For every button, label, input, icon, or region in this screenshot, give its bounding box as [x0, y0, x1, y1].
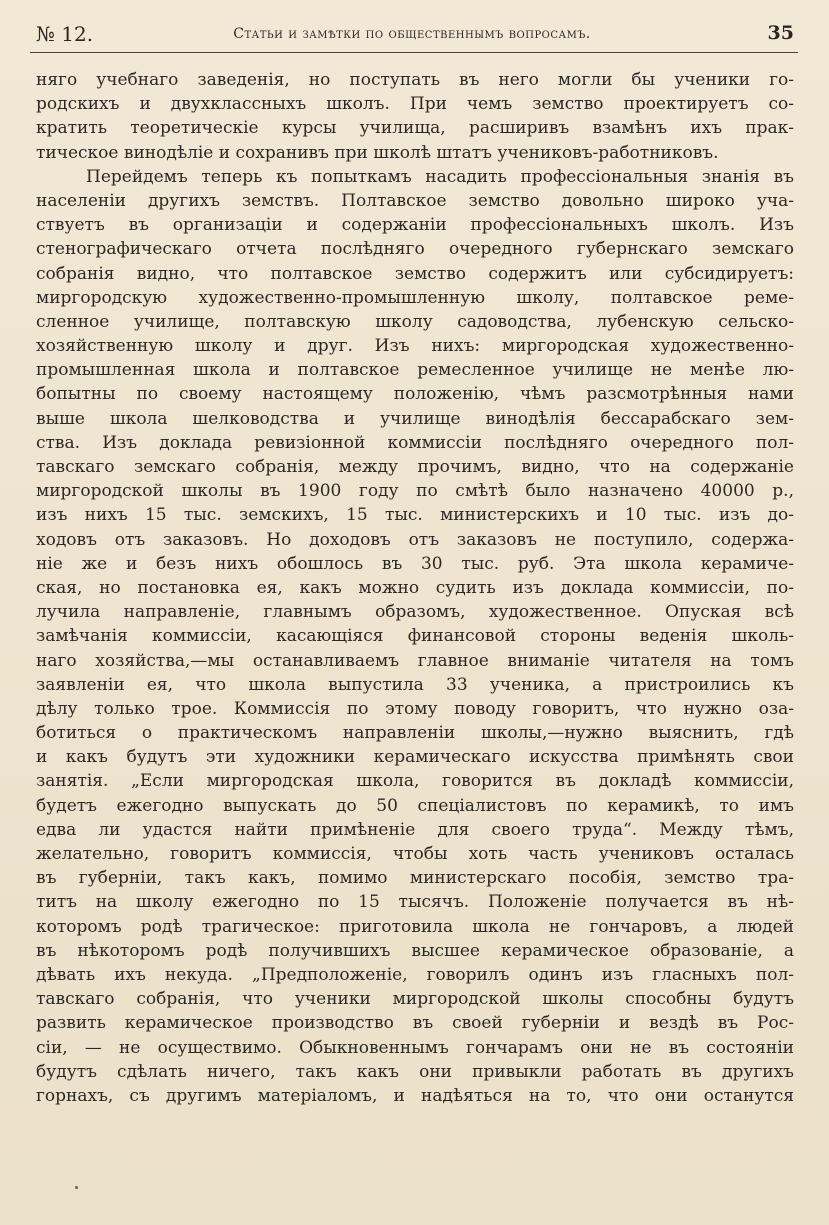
text-line: желательно, говоритъ коммиссія, чтобы хоть часть учениковъ осталась: [36, 844, 794, 864]
text-line: сіи, — не осуществимо. Обыкновеннымъ гончарамъ они не въ состояніи: [36, 1037, 794, 1058]
body-text: [36, 68, 794, 1108]
header-rule: [30, 52, 798, 53]
section-title: Статьи и замѣтки по общественнымъ вопросамъ.: [233, 26, 591, 42]
text-line: Перейдемъ теперь къ попыткамъ насадить профессіональныя знанія въ: [86, 166, 794, 187]
issue-number: № 12.: [36, 22, 94, 46]
text-line: въ губерніи, такъ какъ, помимо министерскаго пособія, земство тра-: [36, 868, 794, 889]
text-line: едва ли удастся найти примѣненіе для своего труда“. Между тѣмъ,: [36, 819, 794, 840]
text-line: родскихъ и двухклассныхъ школъ. При чемъ земство проектируетъ со-: [36, 94, 794, 115]
text-line: ніе же и безъ нихъ обошлось въ 30 тыс. руб. Эта школа керамиче-: [36, 553, 794, 574]
text-line: и какъ будутъ эти художники керамическаго искусства примѣнять свои: [36, 747, 794, 768]
text-line: заявленіи ея, что школа выпустила 33 ученика, а пристроились къ: [36, 674, 794, 695]
text-line: кратить теоретическіе курсы училища, расширивъ взамѣнъ ихъ прак-: [36, 118, 794, 139]
text-line: ская, но постановка ея, какъ можно судить изъ доклада коммиссіи, по-: [36, 577, 794, 598]
text-line: занятія. „Если миргородская школа, говорится въ докладѣ коммиссіи,: [36, 771, 794, 792]
text-line: ства. Изъ доклада ревизіонной коммиссіи послѣдняго очередного пол-: [36, 432, 794, 453]
text-line: будетъ ежегодно выпускать до 50 спеціалистовъ по керамикѣ, то имъ: [36, 795, 794, 816]
text-line: миргородскую художественно-промышленную школу, полтавское реме-: [36, 287, 794, 308]
text-line: тавскаго собранія, что ученики миргородской школы способны будутъ: [36, 989, 794, 1010]
text-line: развить керамическое производство въ своей губерніи и вездѣ въ Рос-: [36, 1013, 794, 1034]
text-line: горнахъ, съ другимъ матеріаломъ, и надѣяться на то, что они останутся: [36, 1085, 794, 1106]
text-line: ботиться о практическомъ направленіи школы,—нужно выяснить, гдѣ: [36, 723, 794, 744]
text-line: стенографическаго отчета послѣдняго очередного губернскаго земскаго: [36, 239, 794, 260]
text-line: тическое винодѣліе и сохранивъ при школѣ штатъ учениковъ-работниковъ.: [36, 142, 719, 163]
ink-speck: [75, 1186, 78, 1189]
text-line: сленное училище, полтавскую школу садоводства, лубенскую сельско-: [36, 311, 794, 332]
text-line: лучила направленіе, главнымъ образомъ, художественное. Опуская всѣ: [36, 602, 794, 623]
text-line: титъ на школу ежегодно по 15 тысячъ. Положеніе получается въ нѣ-: [36, 892, 794, 913]
text-line: которомъ родѣ трагическое: приготовила школа не гончаровъ, а людей: [36, 916, 794, 937]
page-number: 35: [767, 22, 794, 44]
text-line: ствуетъ въ организаціи и содержаніи профессіональныхъ школъ. Изъ: [36, 215, 794, 236]
running-header: [28, 20, 796, 50]
text-line: въ нѣкоторомъ родѣ получившихъ высшее керамическое образованіе, а: [36, 940, 794, 961]
text-line: населеніи другихъ земствъ. Полтавское земство довольно широко уча-: [36, 190, 794, 211]
text-line: промышленная школа и полтавское ремесленное училище не менѣе лю-: [36, 360, 794, 381]
text-line: дѣвать ихъ некуда. „Предположеніе, говорилъ одинъ изъ гласныхъ пол-: [36, 964, 794, 985]
text-line: миргородской школы въ 1900 году по смѣтѣ было назначено 40000 р.,: [36, 481, 794, 502]
text-line: выше школа шелководства и училище винодѣлія бессарабскаго зем-: [36, 408, 794, 429]
text-line: будутъ сдѣлать ничего, такъ какъ они привыкли работать въ другихъ: [36, 1061, 794, 1082]
text-line: собранія видно, что полтавское земство содержитъ или субсидируетъ:: [36, 263, 794, 284]
text-line: няго учебнаго заведенія, но поступать въ него могли бы ученики го-: [36, 70, 794, 90]
text-line: хозяйственную школу и друг. Изъ нихъ: миргородская художественно-: [36, 336, 794, 357]
text-line: наго хозяйства,—мы останавливаемъ главное вниманіе читателя на томъ: [36, 650, 794, 671]
text-line: бопытны по своему настоящему положенію, чѣмъ разсмотрѣнныя нами: [36, 384, 794, 405]
text-line: ходовъ отъ заказовъ. Но доходовъ отъ заказовъ не поступило, содержа-: [36, 529, 794, 550]
text-line: изъ нихъ 15 тыс. земскихъ, 15 тыс. министерскихъ и 10 тыс. изъ до-: [36, 505, 794, 526]
text-line: замѣчанія коммиссіи, касающіяся финансовой стороны веденія школь-: [36, 626, 794, 647]
text-line: тавскаго земскаго собранія, между прочимъ, видно, что на содержаніе: [36, 457, 794, 477]
text-line: дѣлу только трое. Коммиссія по этому поводу говоритъ, что нужно оза-: [36, 698, 794, 719]
